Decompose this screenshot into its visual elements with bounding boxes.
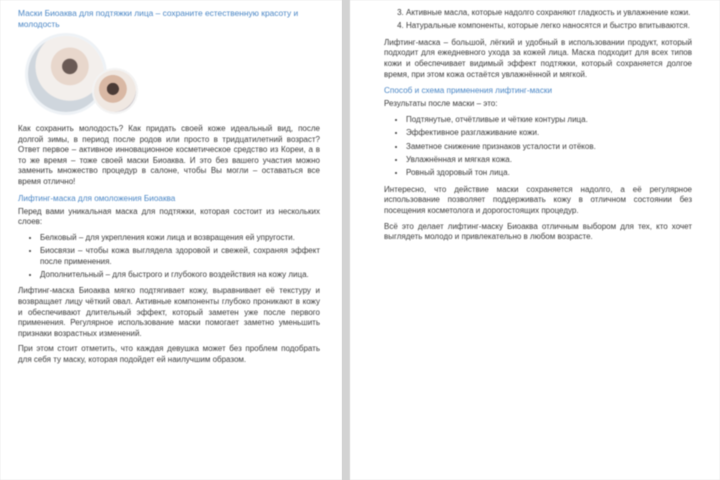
body-paragraph: Лифтинг-маска – большой, лёгкий и удобный в использовании продукт, который подходит для ежедневного ухода за кожей лица. Маска подходит для всех типов кожи и обеспечивает видимый эффект подтяжки, который сохраняется долгое время, при этом кожа остаётся увлажнённой и мягкой. [384, 37, 692, 79]
product-photos [18, 34, 320, 120]
list-item: • Белковый – для укрепления кожи лица и возвращения ей упругости. [40, 233, 320, 243]
body-paragraph: Лифтинг-маска Биоаква мягко подтягивает кожу, выравнивает её текстуру и возвращает лицу чёткий овал. Активные компоненты глубоко проникают в кожу и обеспечивают длительный эффект, который заметен уже после первого применения. Регулярное использование маски помогает заметно уменьшить признаки возрастных изменений. [18, 286, 320, 338]
results-list [384, 115, 692, 179]
body-paragraph: Всё это делает лифтинг-маску Биоаква отличным выбором для тех, кто хочет выглядеть молодо и привлекательно в любом возрасте. [384, 221, 692, 242]
list-item: 3. Активные масла, которые надолго сохраняют гладкость и увлажнение кожи. [406, 8, 692, 18]
numbered-list [384, 8, 692, 32]
body-paragraph: При этом стоит отметить, что каждая девушка может без проблем подобрать для себя ту маску, которая подойдет ей наилучшим образом. [18, 344, 320, 364]
woman-photo-small [94, 70, 136, 112]
list-item: • Эффективное разглаживание кожи. [406, 128, 692, 138]
document-page-left [0, 0, 342, 480]
layers-list [18, 233, 320, 281]
list-item: • Дополнительный – для быстрого и глубокого воздействия на кожу лица. [40, 270, 320, 280]
document-page-right [350, 0, 720, 480]
list-intro: Результаты после маски – это: [384, 99, 498, 109]
list-intro: Перед вами уникальная маска для подтяжки, которая состоит из нескольких слоев: [18, 206, 320, 227]
page-gap [342, 0, 350, 480]
woman-photo-large [28, 36, 104, 112]
body-paragraph: Интересно, что действие маски сохраняется надолго, а её регулярное использование позволяет поддерживать кожу в отличном состоянии без посещения косметолога и дорогостоящих процедур. [384, 184, 692, 215]
list-item: • Подтянутые, отчётливые и чёткие контуры лица. [406, 115, 692, 125]
list-item: • Ровный здоровый тон лица. [406, 168, 692, 178]
section-heading: Способ и схема применения лифтинг-маски [384, 86, 553, 96]
article-title: Маски Биоаква для подтяжки лица – сохраните естественную красоту и молодость [18, 8, 299, 29]
list-item: • Заметное снижение признаков усталости и отёков. [406, 142, 692, 152]
list-item: 4. Натуральные компоненты, которые легко наносятся и быстро впитываются. [406, 21, 692, 31]
list-item: • Биосвязи – чтобы кожа выглядела здоровой и свежей, сохраняя эффект после применения. [40, 246, 320, 267]
section-heading: Лифтинг-маска для омоложения Биоаква [18, 193, 176, 203]
list-item: • Увлажнённая и мягкая кожа. [406, 155, 692, 165]
intro-paragraph: Как сохранить молодость? Как придать своей коже идеальный вид, после долгой зимы, в период после родов или просто в тридцатилетний возраст? Ответ первое – активное инновационное косметическое средство из Кореи, а в то же время – тоже своей маски Биоаква. И это без вашего участия можно заменить множество процедур в салоне, чтобы Вы могли – оставаться все время отлично! [18, 124, 320, 186]
